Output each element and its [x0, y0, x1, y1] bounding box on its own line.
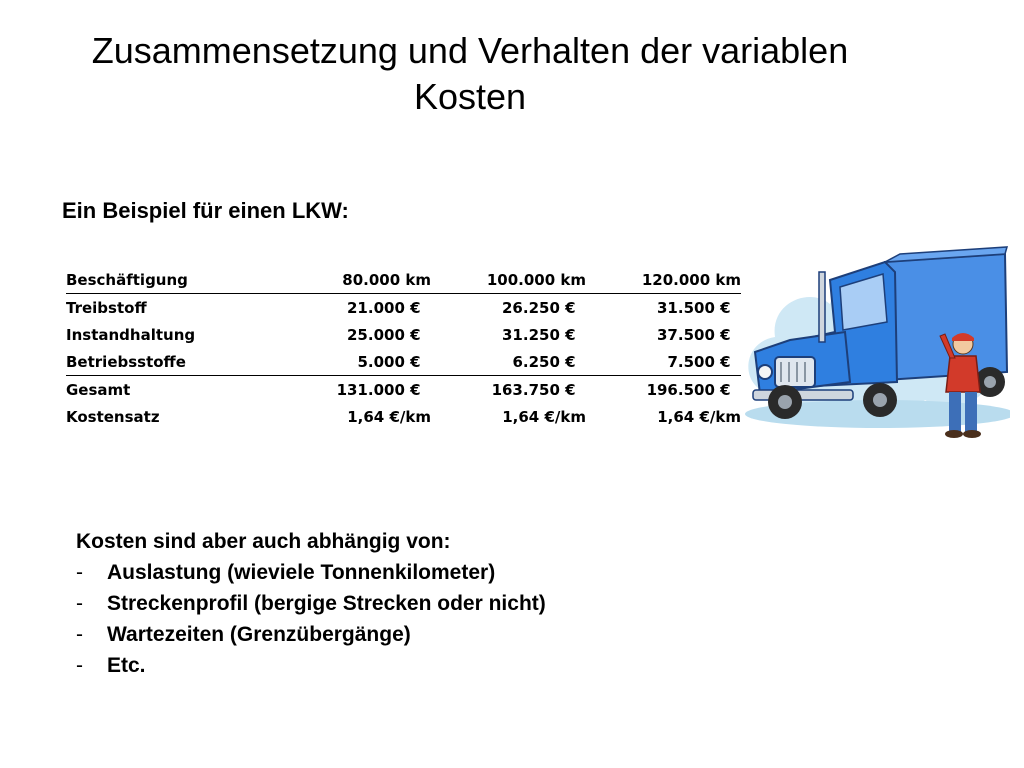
table-cell: 196.500 € [646, 380, 741, 399]
truck-with-driver-icon [735, 232, 1010, 442]
row-label: Betriebsstoffe [66, 348, 276, 376]
list-item [76, 557, 546, 588]
list-item [76, 650, 546, 681]
list-item-text: Streckenprofil (bergige Strecken oder nicht) [107, 592, 546, 615]
table-cell: 6.250 € [431, 348, 586, 376]
table-row-betriebsstoffe [66, 348, 741, 376]
table-cell: 37.500 € [657, 325, 741, 344]
table-row-treibstoff [66, 294, 741, 322]
cost-table [66, 266, 741, 430]
bullet-dash: - [76, 592, 83, 615]
bullet-dash: - [76, 654, 83, 677]
table-cell: 31.250 € [502, 325, 586, 344]
table-cell: 25.000 € [347, 325, 431, 344]
row-label: Gesamt [66, 380, 131, 399]
table-cell: 1,64 €/km [657, 407, 741, 426]
header-cell: 80.000 km [276, 266, 431, 294]
table-cell: 7.500 € [586, 348, 741, 376]
table-cell: 5.000 € [276, 348, 431, 376]
table-row-gesamt [66, 376, 741, 404]
table-cell: 31.500 € [657, 298, 741, 317]
list-item [76, 588, 546, 619]
list-item [76, 619, 546, 650]
list-item-text: Etc. [107, 654, 146, 677]
table-cell: 163.750 € [491, 380, 586, 399]
table-row-kostensatz [66, 403, 741, 430]
example-subtitle: Ein Beispiel für einen LKW: [62, 198, 349, 223]
notes-heading: Kosten sind aber auch abhängig von: [76, 530, 451, 553]
header-cell: 100.000 km [431, 266, 586, 294]
list-item-text: Auslastung (wieviele Tonnenkilometer) [107, 561, 496, 584]
header-cell: Beschäftigung [66, 266, 276, 294]
row-label: Kostensatz [66, 407, 160, 426]
bullet-dash: - [76, 561, 83, 584]
bullet-dash: - [76, 623, 83, 646]
row-label: Instandhaltung [66, 325, 196, 344]
title-line-2: Kosten [413, 76, 527, 117]
header-cell: 120.000 km [586, 266, 741, 294]
page-title [30, 28, 910, 120]
table-row-instandhaltung [66, 321, 741, 348]
table-cell: 1,64 €/km [502, 407, 586, 426]
table-cell: 21.000 € [347, 298, 431, 317]
list-item-text: Wartezeiten (Grenzübergänge) [107, 623, 411, 646]
table-cell: 131.000 € [336, 380, 431, 399]
dependency-notes [76, 526, 546, 681]
table-cell: 1,64 €/km [347, 407, 431, 426]
row-label: Treibstoff [66, 298, 147, 317]
table-cell: 26.250 € [502, 298, 586, 317]
title-line-1: Zusammensetzung und Verhalten der variablen [91, 30, 849, 71]
table-header-row [66, 266, 741, 294]
